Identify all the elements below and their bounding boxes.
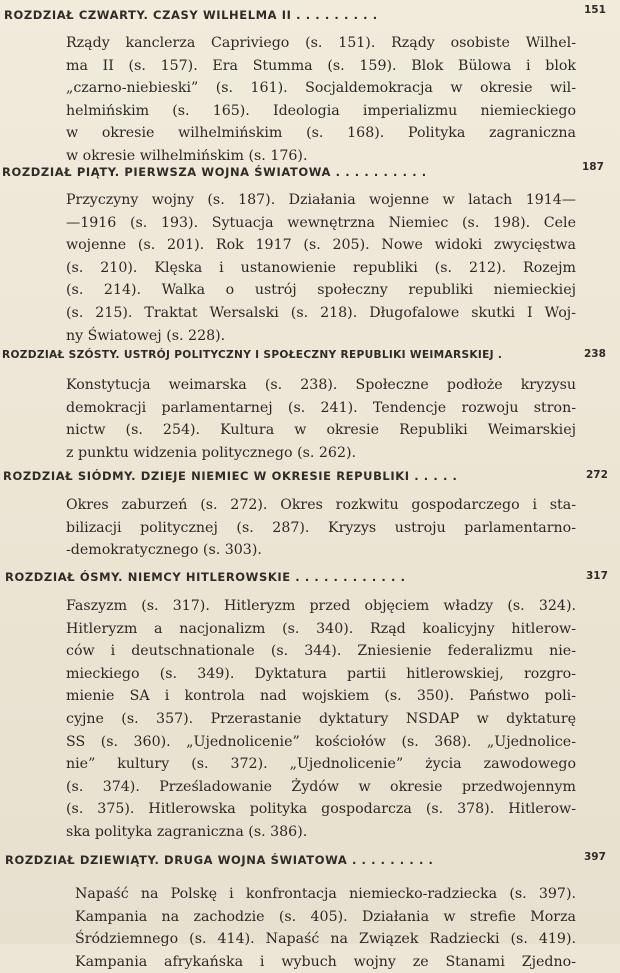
summary-line: ny Światowej (s. 228). (66, 327, 226, 344)
summary-line: Kampania na zachodzie (s. 405). Działania w strefie Morza (75, 908, 576, 925)
summary-line: Hitleryzm a nacjonalizm (s. 340). Rząd koalicyjny hitlerow- (66, 620, 576, 637)
chapter-page-number: 187 (582, 161, 604, 173)
chapter-6 (0, 347, 620, 461)
chapter-title: ROZDZIAŁ PIĄTY. PIERWSZA WOJNA ŚWIATOWA . . . . . . . . . . (2, 165, 427, 179)
chapter-title: ROZDZIAŁ ÓSMY. NIEMCY HITLEROWSKIE . . . . . . . . . . . . (5, 570, 406, 584)
summary-line: -demokratycznego (s. 303). (66, 542, 262, 559)
summary-line: wojenne (s. 201). Rok 1917 (s. 205). Nowe widoki zwycięstwa (66, 237, 576, 254)
chapter-summary (66, 189, 576, 347)
summary-line: (s. 215). Traktat Wersalski (s. 218). Długofalowe skutki I Woj- (66, 304, 576, 321)
summary-line: „czarno-niebieski” (s. 161). Socjaldemokracja w okresie wil- (66, 80, 576, 97)
chapter-page-number: 397 (584, 851, 606, 863)
chapter-page-number: 151 (584, 4, 606, 16)
chapter-title: ROZDZIAŁ SZÓSTY. USTRÓJ POLITYCZNY I SPOŁECZNY REPUBLIKI WEIMARSKIEJ . (2, 349, 503, 361)
chapter-4 (0, 4, 620, 164)
summary-line: mieckiego (s. 349). Dyktatura partii hitlerowskiej, rozgro- (66, 665, 576, 682)
chapter-heading (0, 347, 620, 369)
summary-line: w okresie wilhelmińskim (s. 168). Polityka zagraniczna (66, 125, 576, 142)
summary-line: Rządy kanclerza Capriviego (s. 151). Rządy osobiste Wilhel- (66, 35, 576, 51)
chapter-title: ROZDZIAŁ DZIEWIĄTY. DRUGA WOJNA ŚWIATOWA . . . . . . . . . (5, 853, 434, 867)
chapter-summary (66, 374, 576, 464)
summary-line: (s. 210). Klęska i ustanowienie republiki (s. 212). Rozejm (66, 259, 576, 276)
summary-line: ska polityka zagraniczna (s. 386). (66, 823, 308, 840)
chapter-summary (66, 494, 576, 562)
summary-line: Kampania afrykańska i wybuch wojny ze Stanami Zjedno- (75, 953, 576, 970)
chapter-page-number: 317 (586, 570, 608, 582)
summary-line: Okres zaburzeń (s. 272). Okres rozkwitu gospodarczego i sta- (66, 497, 576, 513)
summary-line: z punktu widzenia politycznego (s. 262). (66, 444, 357, 461)
chapter-summary (66, 883, 576, 970)
summary-line: cyjne (s. 357). Przerastanie dyktatury NSDAP w dyktaturę (66, 710, 576, 727)
chapter-5 (0, 161, 620, 344)
chapter-heading (0, 851, 620, 873)
summary-line: (s. 214). Walka o ustrój społeczny republiki niemieckiej (66, 282, 576, 299)
chapter-summary (66, 32, 576, 168)
summary-line: demokracji parlamentarnej (s. 241). Tendencje rozwoju stron- (66, 399, 576, 416)
summary-line: helmińskim (s. 165). Ideologia imperializmu niemieckiego (66, 102, 576, 119)
chapter-heading (0, 467, 620, 489)
chapter-8 (0, 567, 620, 840)
summary-line: (s. 374). Prześladowanie Żydów w okresie przedwojennym (66, 778, 576, 795)
summary-line: SS (s. 360). „Ujednolicenie” kościołów (s. 368). „Ujednolice- (66, 733, 576, 750)
chapter-heading (0, 567, 620, 589)
chapter-summary (66, 595, 576, 844)
chapter-9 (0, 851, 620, 873)
summary-line: (s. 375). Hitlerowska polityka gospodarcza (s. 378). Hitlerow- (66, 801, 576, 818)
summary-line: bilizacji politycznej (s. 287). Kryzys ustroju parlamentarno- (66, 519, 576, 536)
chapter-heading (0, 6, 620, 28)
summary-line: ców i deutschnationale (s. 344). Zniesienie federalizmu nie- (66, 643, 576, 660)
summary-line: nictw (s. 254). Kultura w okresie Republiki Weimarskiej (66, 422, 576, 439)
chapter-title: ROZDZIAŁ CZWARTY. CZASY WILHELMA II . . . . . . . . . (4, 8, 378, 22)
summary-line: mienie SA i kontrola nad wojskiem (s. 350). Państwo poli- (66, 688, 576, 705)
summary-line: ma II (s. 157). Era Stumma (s. 159). Blok Bülowa i blok (66, 57, 576, 74)
summary-line: Napaść na Polskę i konfrontacja niemiecko-radziecka (s. 397). (75, 886, 576, 902)
summary-line: Śródziemnego (s. 414). Napaść na Związek Radziecki (s. 419). (75, 931, 576, 948)
chapter-page-number: 238 (584, 348, 606, 360)
chapter-7 (0, 467, 620, 559)
summary-line: w okresie wilhelmińskim (s. 176). (66, 147, 308, 164)
summary-line: nie” kultury (s. 372). „Ujednolicenie” życia zawodowego (66, 756, 576, 773)
chapter-title: ROZDZIAŁ SIÓDMY. DZIEJE NIEMIEC W OKRESIE REPUBLIKI . . . . . (3, 469, 458, 483)
summary-line: —1916 (s. 193). Sytuacja wewnętrzna Niemiec (s. 198). Cele (66, 214, 576, 231)
summary-line: Faszyzm (s. 317). Hitleryzm przed objęciem władzy (s. 324). (66, 598, 576, 614)
chapter-heading (0, 163, 620, 185)
chapter-page-number: 272 (586, 469, 608, 481)
summary-line: Konstytucja weimarska (s. 238). Społeczne podłoże kryzysu (66, 377, 576, 393)
summary-line: Przyczyny wojny (s. 187). Działania wojenne w latach 1914— (66, 192, 576, 208)
